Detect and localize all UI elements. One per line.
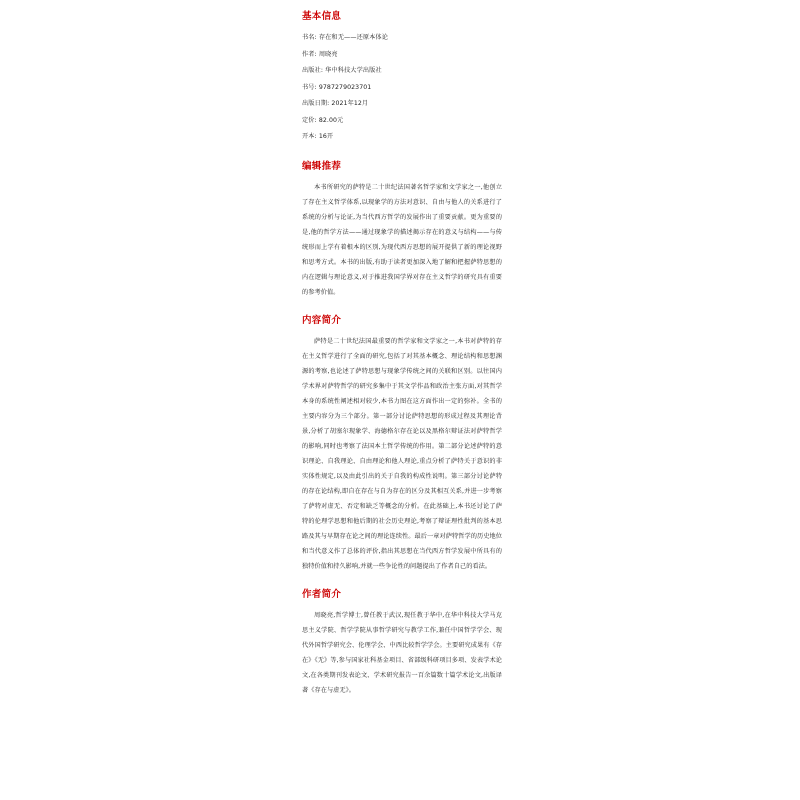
- meta-row: [302, 129, 502, 146]
- meta-label-format: 开本:: [302, 133, 317, 140]
- meta-value-isbn: 9787279023701: [318, 83, 372, 91]
- basic-info-list: [302, 30, 502, 146]
- meta-row: [302, 80, 502, 97]
- meta-value-price: 82.00元: [318, 116, 344, 124]
- meta-label-publisher: 出版社:: [302, 67, 324, 74]
- meta-label-isbn: 书号:: [302, 83, 317, 91]
- section-author-bio: [302, 588, 502, 698]
- meta-value-publisher: 华中科技大学出版社: [325, 67, 382, 74]
- meta-row: [302, 30, 502, 47]
- section-heading-content-summary: 内容简介: [302, 314, 342, 326]
- meta-value-title: 存在和无——还原本体论: [318, 34, 389, 41]
- section-heading-author-bio: 作者简介: [302, 588, 342, 600]
- section-basic-info: [302, 10, 502, 146]
- section-editor-recommendation: [302, 160, 502, 300]
- meta-label-price: 定价:: [302, 116, 317, 124]
- author-bio-paragraph: 周晓亮,哲学博士,曾任教于武汉,现任教于华中,在华中科技大学马克思主义学院、哲学学院从事哲学研究与教学工作,兼任中国哲学学会、现代外国哲学研究会、伦理学会、中西比较哲学学会。主要研究成果有《存在》《无》等,参与国家社科基金项目、省部级科研项目多项、发表学术论文,在各类期刊发表论文、学术研究报告一百余篇数十篇学术论文,出版译著《存在与虚无》。: [302, 611, 502, 694]
- meta-row: [302, 63, 502, 80]
- section-heading-editor-recommendation: 编辑推荐: [302, 160, 342, 172]
- meta-value-pubdate: 2021年12月: [331, 100, 369, 107]
- meta-label-title: 书名:: [302, 34, 317, 41]
- meta-row: [302, 113, 502, 130]
- content-column: [302, 10, 502, 712]
- meta-value-format: 16开: [318, 133, 334, 140]
- meta-label-author: 作者:: [302, 50, 317, 58]
- content-summary-paragraph: 萨特是二十世纪法国最重要的哲学家和文学家之一,本书对萨特的存在主义哲学进行了全面的研究,包括了对其基本概念、理论结构和思想渊源的考察,也论述了萨特思想与现象学传统之间的关联和区别。以往国内学术界对萨特哲学的研究多集中于其文学作品和政治主张方面,对其哲学本身的系统性阐述相对较少,本书力图在这方面作出一定的弥补。全书的主要内容分为三个部分。第一部分讨论萨特思想的形成过程及其理论背景,分析了胡塞尔现象学、海德格尔存在论以及黑格尔辩证法对萨特哲学的影响,同时也考察了法国本土哲学传统的作用。第二部分论述萨特的意识理论、自我理论、自由理论和他人理论,重点分析了萨特关于意识的非实体性规定,以及由此引出的关于自我的构成性说明。第三部分讨论萨特的存在论结构,即自在存在与自为存在的区分及其相互关系,并进一步考察了萨特对虚无、否定和缺乏等概念的分析。在此基础上,本书还讨论了萨特的伦理学思想和他后期的社会历史理论,考察了辩证理性批判的基本思路及其与早期存在论之间的理论连续性。最后一章对萨特哲学的历史地位和当代意义作了总体的评价,指出其思想在当代西方哲学发展中所具有的独特价值和持久影响,并就一些争论性的问题提出了作者自己的看法。: [302, 337, 502, 570]
- section-heading-basic-info: 基本信息: [302, 11, 342, 22]
- meta-label-pubdate: 出版日期:: [302, 100, 330, 107]
- editor-recommendation-paragraph: 本书所研究的萨特是二十世纪法国著名哲学家和文学家之一,他创立了存在主义哲学体系,以现象学的方法对意识、自由与他人的关系进行了系统的分析与论证,为当代西方哲学的发展作出了重要贡献。更为重要的是,他的哲学方法——通过现象学的描述揭示存在的意义与结构——与传统形而上学有着根本的区别,为现代西方思想的展开提供了新的理论视野和思考方式。本书的出版,有助于读者更加深入地了解和把握萨特思想的内在逻辑与理论意义,对于推进我国学界对存在主义哲学的研究具有重要的参考价值。: [302, 183, 502, 296]
- meta-row: [302, 47, 502, 64]
- section-content-summary: [302, 314, 502, 574]
- meta-row: [302, 96, 502, 113]
- meta-value-author: 周晓亮: [318, 50, 338, 58]
